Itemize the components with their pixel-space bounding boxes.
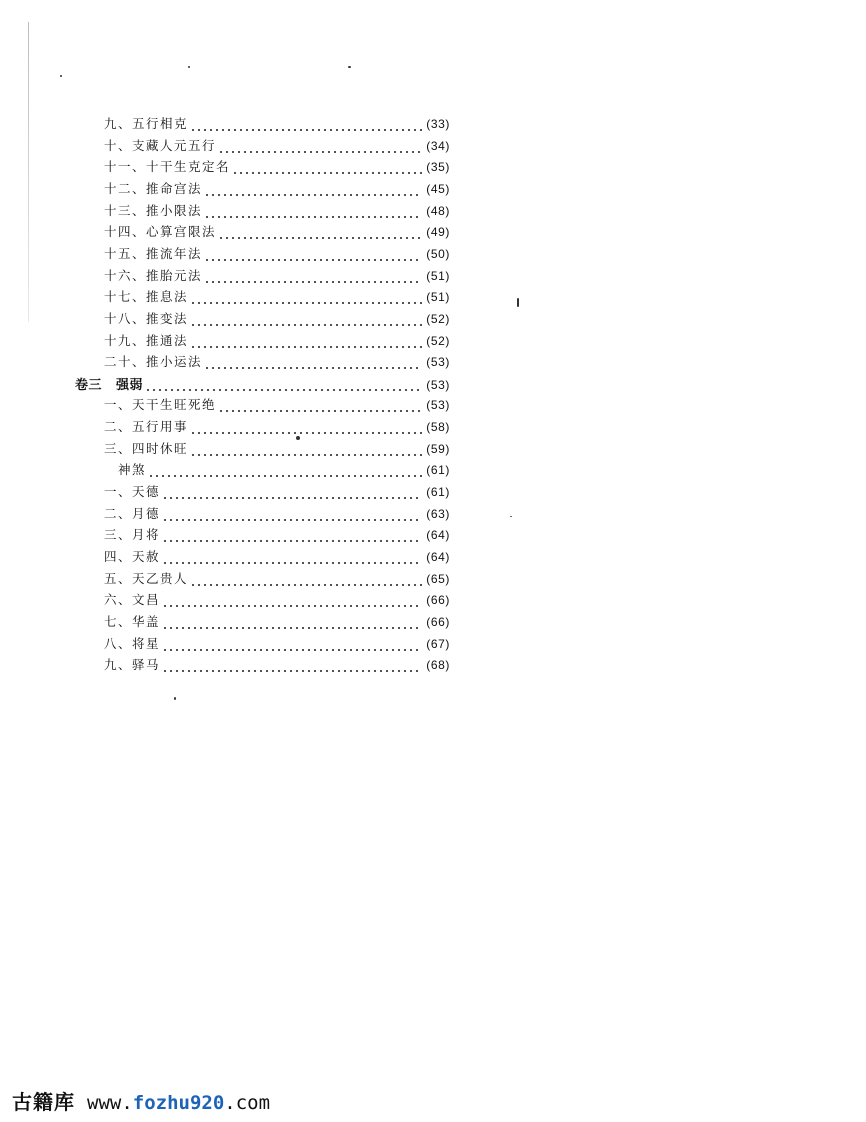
toc-row [104, 179, 450, 199]
site-url [87, 1092, 270, 1114]
toc-entry-title: 二、五行用事 [104, 419, 189, 435]
toc-leader-dots [162, 670, 422, 672]
scan-speck [510, 516, 512, 517]
toc-leader-dots [232, 172, 422, 174]
toc-leader-dots [218, 237, 422, 239]
toc-row [104, 547, 450, 567]
scan-speck [60, 75, 62, 77]
toc-row [104, 157, 450, 177]
toc-row [104, 439, 450, 459]
url-accent: fozhu920 [132, 1092, 225, 1114]
toc-leader-dots [162, 605, 422, 607]
url-suffix: .com [224, 1092, 271, 1114]
toc-page-number: (64) [426, 550, 450, 564]
toc-chapter-row [75, 374, 450, 394]
watermark-footer [12, 1086, 270, 1115]
toc-entry-title: 十九、推通法 [104, 332, 189, 348]
toc-row [104, 352, 450, 372]
toc-leader-dots [162, 649, 422, 651]
toc-page-number: (58) [426, 420, 450, 435]
scan-speck [174, 697, 176, 700]
toc-entry-title: 十五、推流年法 [104, 245, 203, 261]
toc-leader-dots [162, 562, 422, 564]
toc-row [104, 634, 450, 654]
toc-entry-title: 十四、心算宫限法 [104, 224, 217, 240]
toc-leader-dots [148, 475, 422, 477]
toc-row [104, 525, 450, 545]
toc-page-number: (66) [426, 593, 450, 608]
scan-speck [517, 298, 519, 307]
toc-page-number: (52) [426, 333, 450, 348]
toc-entry-title: 二十、推小运法 [104, 354, 203, 370]
toc-leader-dots [190, 324, 422, 326]
site-name: 古籍库 [12, 1090, 75, 1114]
toc-leader-dots [190, 454, 422, 456]
toc-page-number: (67) [426, 636, 450, 651]
toc-page-number: (50) [426, 246, 450, 261]
toc-row [104, 504, 450, 524]
toc-entry-title: 十一、十干生克定名 [104, 159, 231, 175]
toc-entry-title: 七、华盖 [104, 613, 161, 629]
toc-leader-dots [190, 129, 422, 131]
toc-entry-title: 四、天赦 [104, 549, 161, 564]
toc-entry-title: 五、天乙贵人 [104, 570, 189, 586]
toc-leader-dots [204, 216, 422, 218]
toc-entry-title: 十、支藏人元五行 [104, 137, 217, 153]
toc-entry-title: 三、四时休旺 [104, 440, 189, 456]
toc-leader-dots [204, 259, 422, 261]
scan-speck [188, 66, 190, 68]
toc-row [104, 309, 450, 329]
url-prefix: www. [87, 1092, 133, 1114]
toc-page-number: (33) [426, 117, 450, 131]
toc-row [104, 482, 450, 502]
scan-speck [348, 66, 351, 68]
toc-leader-dots [190, 584, 422, 586]
toc-row [104, 395, 450, 415]
toc-row [104, 590, 450, 610]
toc-page-number: (63) [426, 506, 450, 521]
toc-entry-title: 二、月德 [104, 505, 161, 521]
toc-page-number: (34) [426, 138, 450, 153]
toc-row [118, 460, 450, 480]
toc-entry-title: 十七、推息法 [104, 289, 189, 305]
toc-leader-dots [162, 627, 422, 629]
toc-leader-dots [190, 346, 422, 348]
toc-leader-dots [218, 151, 422, 153]
toc-row [104, 266, 450, 286]
toc-entry-title: 九、五行相克 [104, 116, 189, 131]
toc-leader-dots [145, 389, 422, 391]
toc-page-number: (64) [426, 528, 450, 543]
toc-leader-dots [162, 540, 422, 542]
toc-entry-title: 九、驿马 [104, 657, 161, 673]
toc-entry-title: 一、天德 [104, 484, 161, 500]
toc-leader-dots [204, 281, 422, 283]
toc-page-number: (59) [426, 441, 450, 456]
toc-row [104, 417, 450, 437]
toc-page-number: (65) [426, 571, 450, 586]
toc-row [104, 612, 450, 632]
toc-page-number: (66) [426, 614, 450, 629]
toc-page-number: (53) [426, 398, 450, 413]
toc-page-number: (52) [426, 311, 450, 326]
toc-row [104, 331, 450, 351]
toc-page-number: (53) [426, 355, 450, 370]
toc-page-number: (53) [426, 377, 450, 392]
toc-leader-dots [190, 302, 422, 304]
toc-leader-dots [162, 497, 422, 499]
toc-entry-title: 三、月将 [104, 527, 161, 543]
toc-page-number: (51) [426, 268, 450, 283]
toc-row [104, 136, 450, 156]
toc-entry-title: 十三、推小限法 [104, 202, 203, 218]
toc-page-number: (61) [426, 463, 450, 478]
toc-page-number: (61) [426, 485, 450, 500]
toc-row [104, 655, 450, 675]
toc-page-number: (45) [426, 181, 450, 196]
toc-entry-title: 六、文昌 [104, 592, 161, 608]
toc-entry-title: 十二、推命宫法 [104, 180, 203, 196]
toc-leader-dots [204, 194, 422, 196]
toc-row [104, 201, 450, 221]
toc-entry-title: 神煞 [118, 462, 147, 478]
toc-page-number: (51) [426, 290, 450, 305]
toc-row [104, 569, 450, 589]
scan-edge [28, 22, 29, 322]
toc-page-number: (49) [426, 225, 450, 240]
toc-leader-dots [218, 410, 422, 412]
toc-row [104, 244, 450, 264]
toc-leader-dots [204, 367, 422, 369]
toc-row [104, 222, 450, 242]
toc-entry-title: 十六、推胎元法 [104, 267, 203, 283]
toc-entry-title: 八、将星 [104, 635, 161, 651]
toc-leader-dots [162, 519, 422, 521]
toc-row [104, 114, 450, 134]
toc-page-number: (35) [426, 160, 450, 175]
toc-entry-title: 十八、推变法 [104, 310, 189, 326]
toc-chapter-number: 卷三 [75, 377, 103, 393]
toc-row [104, 287, 450, 307]
toc-page-number: (68) [426, 658, 450, 673]
toc-entry-title: 强弱 [116, 377, 144, 393]
toc-leader-dots [190, 432, 422, 434]
toc-entry-title: 一、天干生旺死绝 [104, 397, 217, 413]
toc-page-number: (48) [426, 203, 450, 218]
